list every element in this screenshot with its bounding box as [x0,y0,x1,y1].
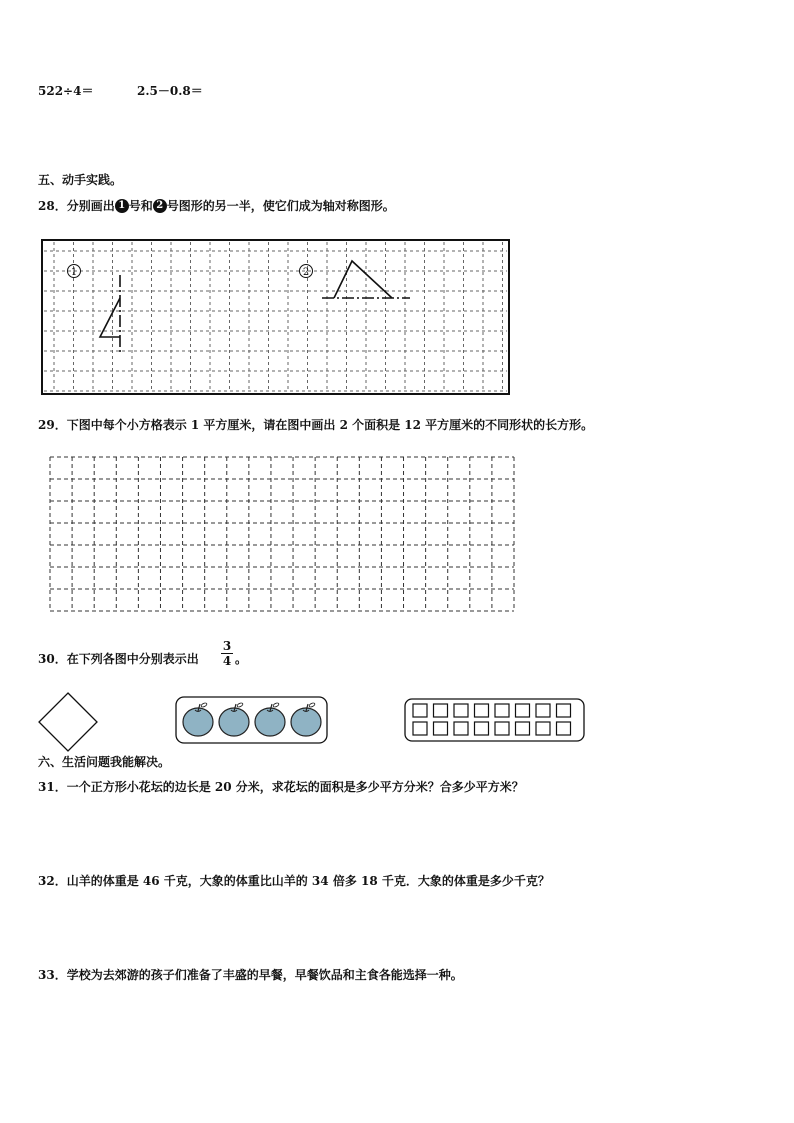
small-square [413,722,427,735]
q30-squares-box [403,697,587,743]
q28-figure-2-half-triangle [334,261,392,298]
fraction-denominator: 4 [222,654,232,668]
q30-apples-box [174,695,330,747]
circled-marker-2: 2 [153,199,167,213]
question-30-tail: 。 [235,652,248,666]
q29-dashed-grid [48,455,516,613]
small-square [495,722,509,735]
question-33-text: 学校为去郊游的孩子们准备了丰盛的早餐，早餐饮品和主食各能选择一种。 [66,968,463,982]
small-square [475,722,489,735]
question-30 [38,652,199,666]
small-square [454,704,468,717]
q28-label-1: 1 [70,267,78,278]
apples-group [183,702,321,736]
small-square [557,704,571,717]
question-28-text-before: 分别画出 [66,199,115,213]
question-32-text: 山羊的体重是 46 千克，大象的体重比山羊的 34 倍多 18 千克．大象的体重是多少千克？ [66,874,550,888]
question-30-number: 30． [38,652,67,666]
squares-group [413,704,571,735]
q28-label-2: 2 [302,267,310,278]
question-33 [38,968,463,982]
question-32-number: 32． [38,874,67,888]
small-square [557,722,571,735]
small-square [413,704,427,717]
q28-grid-lines [44,242,507,392]
section-5-heading: 五、动手实践。 [38,173,123,187]
question-28-text-mid: 号和 [128,199,153,213]
question-31-number: 31． [38,780,67,794]
q29-grid-lines [50,457,514,611]
question-28 [38,199,395,213]
section-6-heading: 六、生活问题我能解决。 [38,755,171,769]
question-28-number: 28． [38,199,67,213]
calc-expression-1: 522÷4＝ [38,84,94,98]
apple-icon [219,702,249,736]
apple-icon [183,702,213,736]
fraction-three-quarters [221,640,233,667]
small-square [516,722,530,735]
question-31-text: 一个正方形小花坛的边长是 20 分米，求花坛的面积是多少平方分米？合多少平方米？ [66,780,524,794]
small-square [495,704,509,717]
circled-marker-1: 1 [115,199,129,213]
question-29-number: 29． [38,418,67,432]
calc-expression-2: 2.5－0.8＝ [137,84,203,98]
question-29-text: 下图中每个小方格表示 1 平方厘米，请在图中画出 2 个面积是 12 平方厘米的不同形状的长方形。 [66,418,594,432]
question-33-number: 33． [38,968,67,982]
small-square [434,704,448,717]
small-square [454,722,468,735]
question-29 [38,418,593,432]
small-square [536,704,550,717]
small-square [475,704,489,717]
small-square [516,704,530,717]
apple-icon [291,702,321,736]
fraction-numerator: 3 [222,639,232,653]
question-31 [38,780,524,794]
question-32 [38,874,550,888]
diamond-shape [39,693,97,751]
question-30-text: 在下列各图中分别表示出 [66,652,199,666]
q28-grid-figure [40,237,512,397]
small-square [536,722,550,735]
apple-icon [255,702,285,736]
small-square [434,722,448,735]
question-28-text-after: 号图形的另一半，使它们成为轴对称图形。 [166,199,395,213]
q30-diamond [36,690,100,754]
